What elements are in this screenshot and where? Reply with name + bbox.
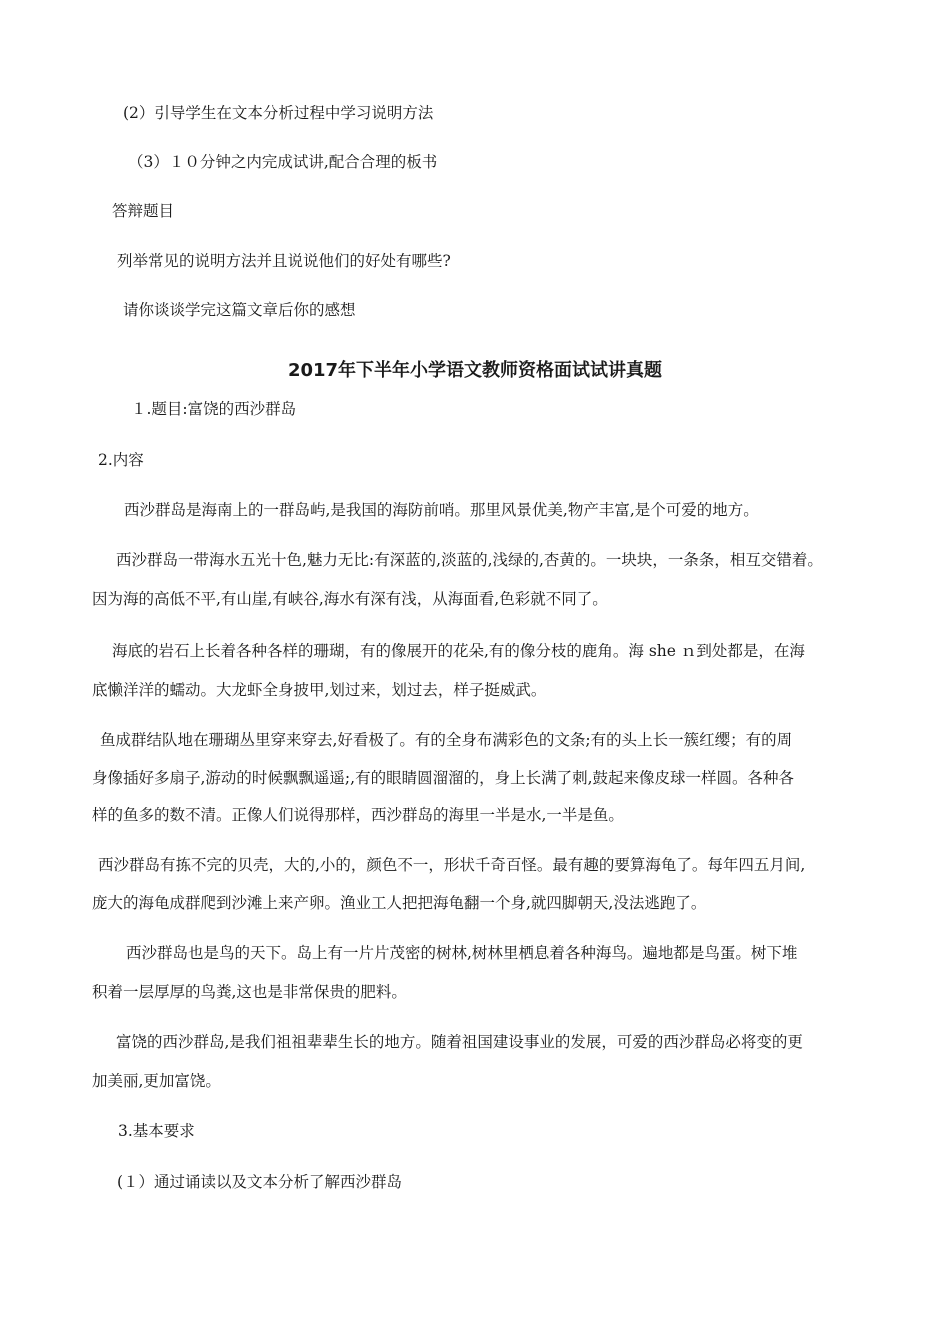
question-1: 列举常见的说明方法并且说说他们的好处有哪些? xyxy=(117,252,451,270)
basic-requirements-heading: 3.基本要求 xyxy=(118,1122,195,1140)
paragraph-5-line-1: 西沙群岛有拣不完的贝壳，大的,小的，颜色不一，形状千奇百怪。最有趣的要算海龟了。每年四五月间, xyxy=(98,856,806,874)
paragraph-1: 西沙群岛是海南上的一群岛屿,是我国的海防前哨。那里风景优美,物产丰富,是个可爱的地方。 xyxy=(124,501,759,519)
content-heading: 2.内容 xyxy=(98,451,144,469)
paragraph-6-line-2: 积着一层厚厚的鸟粪,这也是非常保贵的肥料。 xyxy=(92,983,407,1001)
requirement-2: (2）引导学生在文本分析过程中学习说明方法 xyxy=(123,104,434,122)
paragraph-4-line-3: 样的鱼多的数不清。正像人们说得那样，西沙群岛的海里一半是水,一半是鱼。 xyxy=(92,806,624,824)
paragraph-5-line-2: 庞大的海龟成群爬到沙滩上来产卵。渔业工人把把海龟翻一个身,就四脚朝天,没法逃跑了。 xyxy=(92,894,707,912)
requirement-3: （3）１０分钟之内完成试讲,配合合理的板书 xyxy=(128,153,438,171)
section-title: 2017年下半年小学语文教师资格面试试讲真题 xyxy=(287,360,663,381)
paragraph-2-line-2: 因为海的高低不平,有山崖,有峡谷,海水有深有浅，从海面看,色彩就不同了。 xyxy=(92,590,608,608)
qa-heading: 答辩题目 xyxy=(112,202,175,220)
paragraph-7-line-1: 富饶的西沙群岛,是我们祖祖辈辈生长的地方。随着祖国建设事业的发展，可爱的西沙群岛必将变的更 xyxy=(116,1033,803,1051)
paragraph-3-line-2: 底懒洋洋的蠕动。大龙虾全身披甲,划过来，划过去，样子挺威武。 xyxy=(92,681,547,699)
paragraph-6-line-1: 西沙群岛也是鸟的天下。岛上有一片片茂密的树林,树林里栖息着各种海鸟。遍地都是鸟蛋。树下堆 xyxy=(126,944,798,962)
paragraph-3-line-1: 海底的岩石上长着各种各样的珊瑚，有的像展开的花朵,有的像分枝的鹿角。海 she ｎ到处都是，在海 xyxy=(112,642,805,660)
paragraph-2-line-1: 西沙群岛一带海水五光十色,魅力无比:有深蓝的,淡蓝的,浅绿的,杏黄的。一块块，一条条，相互交错着。 xyxy=(116,551,823,569)
requirement-1: (１）通过诵读以及文本分析了解西沙群岛 xyxy=(117,1173,403,1191)
paragraph-4-line-2: 身像插好多扇子,游动的时候飘飘遥遥;,有的眼睛圆溜溜的，身上长满了刺,鼓起来像皮球一样圆。各种各 xyxy=(92,769,795,787)
paragraph-4-line-1: 鱼成群结队地在珊瑚丛里穿来穿去,好看极了。有的全身布满彩色的文条;有的头上长一簇红缨；有的周 xyxy=(100,731,793,749)
question-2: 请你谈谈学完这篇文章后你的感想 xyxy=(123,301,356,319)
paragraph-7-line-2: 加美丽,更加富饶。 xyxy=(92,1072,221,1090)
topic-line: １.题目:富饶的西沙群岛 xyxy=(131,400,297,418)
